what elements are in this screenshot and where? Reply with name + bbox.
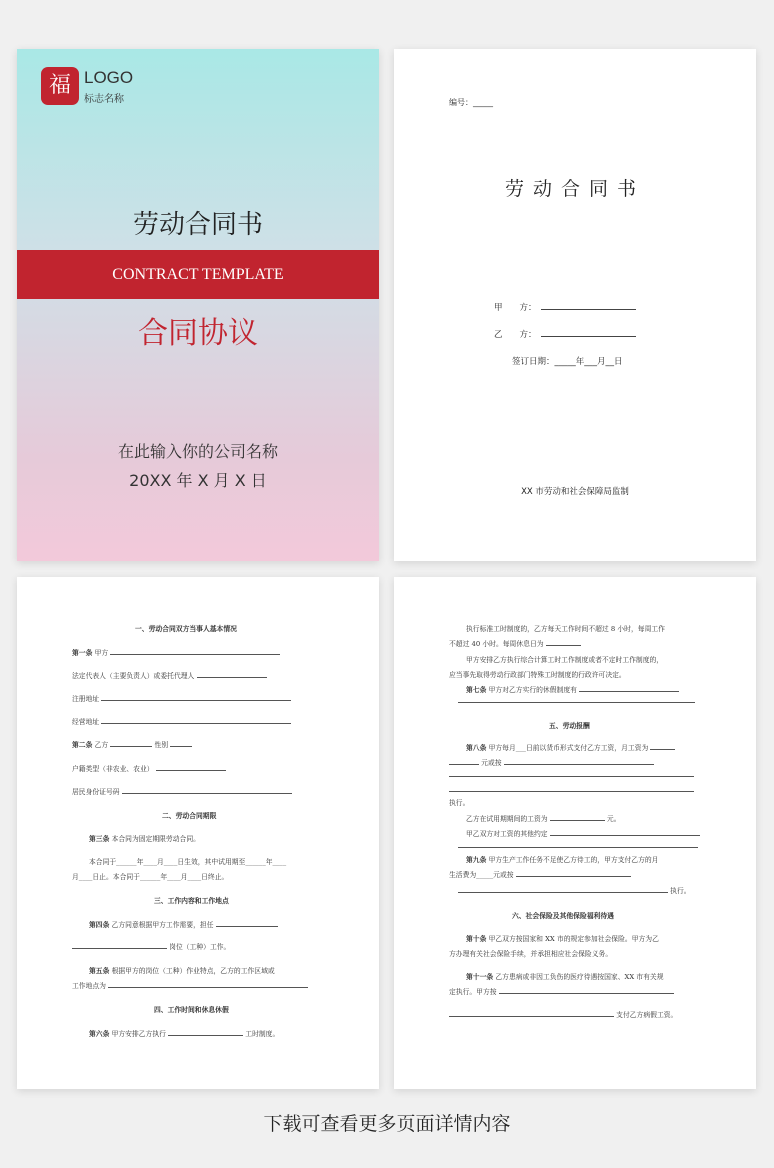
article-4-line-2 — [72, 941, 230, 951]
blank-line — [449, 1010, 614, 1017]
article-2-gender: 性别 — [154, 741, 169, 749]
article-9-text: 甲方生产工作任务不足使乙方待工的，甲方支付乙方的月 — [488, 856, 659, 864]
legal-rep-field — [72, 670, 267, 680]
article-6-tail: 工时制度。 — [245, 1030, 280, 1038]
article-10 — [466, 933, 659, 943]
article-6-label: 第六条 — [89, 1030, 110, 1038]
blank-line — [156, 764, 226, 771]
p4-para-1-line-2 — [449, 638, 581, 648]
blank-line — [170, 740, 192, 747]
logo-text: LOGO — [84, 68, 134, 87]
article-11-label: 第十一条 — [466, 973, 494, 981]
article-8 — [466, 742, 675, 752]
probation-wage — [466, 813, 621, 823]
article-7-label: 第七条 — [466, 686, 487, 694]
id-field — [72, 786, 292, 796]
article-9-exec: 执行。 — [670, 887, 691, 895]
party-b-field — [494, 328, 636, 340]
article-7-text: 甲方对乙方实行的休假制度有 — [488, 686, 577, 694]
article-2-label: 第二条 — [72, 741, 93, 749]
blank-line — [197, 671, 267, 678]
article-9 — [466, 854, 658, 864]
logo-subtitle: 标志名称 — [84, 94, 124, 105]
article-11-line-2 — [449, 986, 674, 996]
cover-red-title: 合同协议 — [138, 316, 258, 351]
article-10-label: 第十条 — [466, 935, 487, 943]
article-3-text: 本合同为固定期限劳动合同。 — [111, 835, 200, 843]
blank-line — [449, 758, 479, 765]
party-a-field — [494, 301, 636, 313]
biz-addr-field — [72, 716, 291, 726]
section-4-heading: 四、工作时间和休息休假 — [154, 1006, 229, 1014]
id-label: 居民身份证号码 — [72, 788, 120, 796]
blank-line — [101, 694, 291, 701]
cover-company-name: 在此输入你的公司名称 — [117, 442, 278, 461]
blank-line — [550, 829, 700, 836]
article-5 — [89, 965, 275, 975]
article-5-label: 第五条 — [89, 967, 110, 975]
cover-red-band — [17, 250, 379, 299]
article-8-text: 甲方每月___日前以货币形式支付乙方工资，月工资为 — [488, 744, 649, 752]
blank-line — [122, 787, 292, 794]
blank-line — [72, 942, 167, 949]
article-4-text: 乙方同意根据甲方工作需要，担任 — [111, 921, 214, 929]
blank-line — [516, 870, 631, 877]
logo-glyph: 福 — [48, 73, 71, 98]
party-b-underline — [541, 329, 636, 337]
cover-date: 20XX 年 X 月 X 日 — [129, 471, 267, 490]
reg-addr-label: 注册地址 — [72, 695, 100, 703]
section-1-heading: 一、劳动合同双方当事人基本情况 — [135, 625, 237, 633]
blank-line — [108, 981, 308, 988]
title-page-heading: 劳动合同书 — [504, 178, 645, 200]
probation-wage-unit: 元。 — [606, 815, 621, 823]
article-7 — [466, 684, 679, 694]
hukou-label: 户籍类型（非农业、农业） — [72, 765, 154, 773]
p4-para-1-line-1: 执行标准工时制度的，乙方每天工作时间不超过 8 小时，每周工作 — [466, 625, 665, 633]
article-3-label: 第三条 — [89, 835, 110, 843]
party-a-label: 甲 方： — [494, 303, 537, 313]
p4-para-2-line-1: 甲方安排乙方执行综合计算工时工作制度或者不定时工作制度的， — [466, 656, 664, 664]
article-3 — [89, 833, 200, 843]
article-9-line-3 — [458, 885, 691, 895]
supervisor-footer: XX 市劳动和社会保障局监制 — [521, 487, 629, 497]
blank-line — [579, 685, 679, 692]
article-6 — [89, 1028, 279, 1038]
article-8-or: 元或按 — [481, 759, 502, 767]
blank-line — [499, 987, 674, 994]
article-3-line-2: 月____日止。本合同于______年____月____日终止。 — [72, 873, 229, 881]
biz-addr-label: 经营地址 — [72, 718, 100, 726]
article-4-tail: 岗位（工种）工作。 — [169, 943, 231, 951]
watermark — [101, 519, 120, 542]
article-11-line-3 — [449, 1009, 677, 1019]
blank-line — [216, 920, 278, 927]
contract-page-3 — [17, 577, 379, 1089]
article-9-living: 生活费为_____元或按 — [449, 871, 514, 879]
article-11-by: 定执行。甲方按 — [449, 988, 497, 996]
article-1-label: 第一条 — [72, 649, 93, 657]
hukou-field — [72, 763, 226, 773]
article-11 — [466, 971, 664, 981]
section-5-heading: 五、劳动报酬 — [549, 722, 590, 730]
other-wage — [466, 828, 700, 838]
article-4 — [89, 919, 278, 929]
article-11-text: 乙方患病或非因工负伤的医疗待遇按国家、XX 市有关规 — [495, 973, 664, 981]
cover-title: 劳动合同书 — [132, 210, 263, 240]
blank-line — [458, 886, 668, 893]
blank-line — [504, 758, 654, 765]
blank-line — [458, 847, 698, 848]
download-more-hint: 下载可查看更多页面详情内容 — [263, 1113, 511, 1135]
article-5-text: 根据甲方的岗位（工种）作业特点，乙方的工作区域或 — [111, 967, 275, 975]
rest-day-label: 不超过 40 小时。每周休息日为 — [449, 640, 544, 648]
blank-line — [449, 791, 694, 792]
article-1-text: 甲方 — [94, 649, 109, 657]
party-b-label: 乙 方： — [494, 330, 537, 340]
article-2 — [72, 739, 192, 749]
blank-line — [110, 740, 152, 747]
article-4-label: 第四条 — [89, 921, 110, 929]
article-10-text: 甲乙双方按国家和 XX 市的规定参加社会保险。甲方为乙 — [488, 935, 659, 943]
article-8-exec: 执行。 — [449, 799, 470, 807]
article-2-party-b: 乙方 — [94, 741, 109, 749]
p4-para-2-line-2: 应当事先取得劳动行政部门特殊工时制度的行政许可决定。 — [449, 671, 626, 679]
cover-page — [17, 49, 379, 561]
blank-line — [550, 814, 605, 821]
section-2-heading: 二、劳动合同期限 — [162, 812, 217, 820]
blank-line — [546, 639, 581, 646]
party-a-underline — [541, 302, 636, 310]
section-6-heading: 六、社会保险及其他保险福利待遇 — [512, 912, 614, 920]
article-9-label: 第九条 — [466, 856, 487, 864]
blank-line — [650, 743, 675, 750]
article-8-label: 第八条 — [466, 744, 487, 752]
serial-number-label: 编号：_____ — [449, 98, 493, 107]
article-10-line-2: 方办理有关社会保险手续，并承担相应社会保险义务。 — [449, 950, 613, 958]
logo-icon — [41, 67, 79, 105]
blank-line — [101, 717, 291, 724]
section-3-heading: 三、工作内容和工作地点 — [154, 897, 229, 905]
article-5-line-2 — [72, 980, 308, 990]
contract-page-4 — [394, 577, 756, 1089]
article-9-line-2 — [449, 869, 631, 879]
article-6-text: 甲方安排乙方执行 — [111, 1030, 166, 1038]
blank-line — [458, 702, 695, 703]
blank-line — [168, 1029, 243, 1036]
sign-date: 签订日期：_____年___月__日 — [512, 357, 623, 367]
blank-line — [449, 776, 694, 777]
reg-addr-field — [72, 693, 291, 703]
band-text: CONTRACT TEMPLATE — [112, 265, 284, 283]
article-3-line-1: 本合同于______年____月____日生效，其中试用期至______年____ — [89, 858, 287, 866]
legal-rep-label: 法定代表人（主要负责人）或委托代理人 — [72, 672, 195, 680]
other-wage-label: 甲乙双方对工资的其他约定 — [466, 830, 548, 838]
title-page — [394, 49, 756, 561]
probation-wage-label: 乙方在试用期期间的工资为 — [466, 815, 548, 823]
article-11-tail: 支付乙方病假工资。 — [616, 1011, 678, 1019]
article-1 — [72, 647, 280, 657]
blank-line — [110, 648, 280, 655]
article-5-tail: 工作地点为 — [72, 982, 106, 990]
article-8-line-2 — [449, 757, 654, 767]
